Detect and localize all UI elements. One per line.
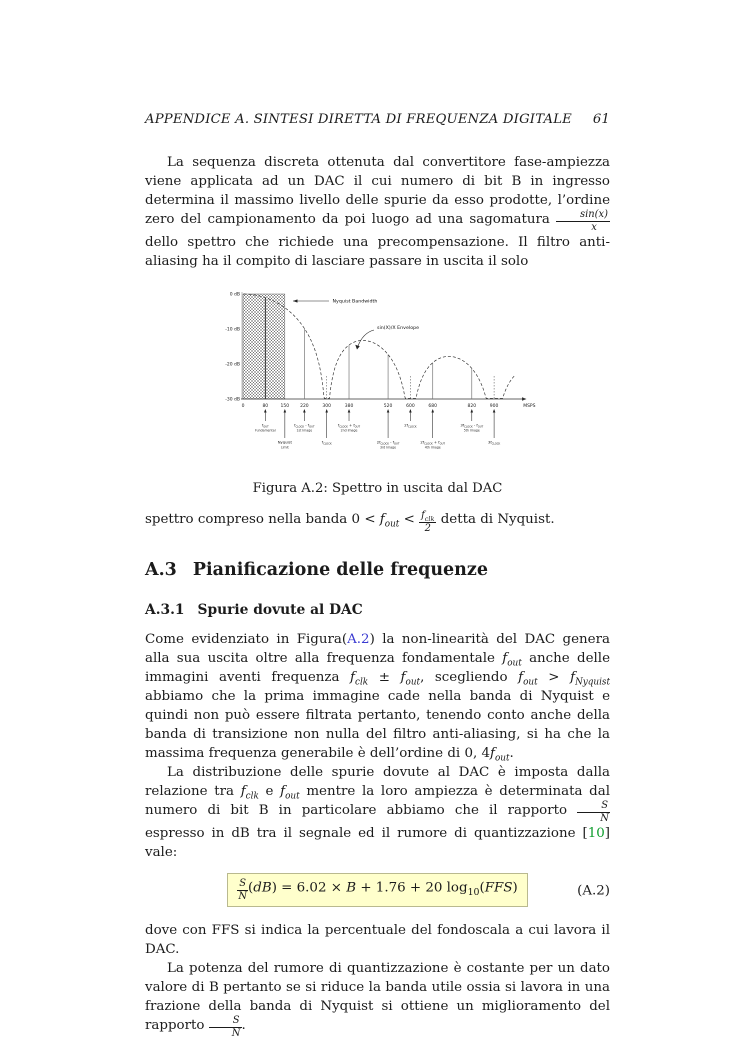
band-annotation-label: Nyquist Bandwidth	[332, 299, 377, 305]
envelope-annotation-arrow	[358, 330, 374, 346]
marker-arrowhead	[470, 409, 473, 413]
section-number: A.3	[145, 559, 177, 580]
marker-sublabel: 5th Image	[463, 428, 480, 433]
marker-sublabel: 3rd Image	[379, 445, 396, 450]
running-header	[145, 112, 610, 127]
marker-sublabel: 2nd Image	[340, 428, 357, 433]
inline-fraction: $\frac{S}{N}$	[238, 877, 247, 902]
marker-label: $f_{CLOCK}$	[321, 440, 332, 446]
x-tick-label: 220	[299, 404, 309, 410]
equation-label: (A.2)	[577, 883, 610, 899]
marker-arrowhead	[431, 409, 434, 413]
paragraph-band: spettro compreso nella banda $0 < f_{out}$ < $\frac{f_{clk}}{2}$ detta di Nyquist.	[145, 509, 555, 534]
subsection-number: A.3.1	[145, 601, 185, 618]
envelope-arrowhead	[355, 345, 360, 350]
x-tick-label: 680	[427, 404, 437, 410]
marker-label: $2f_{CLOCK}$	[403, 423, 417, 429]
x-tick-label: 80	[261, 404, 268, 410]
section-title: Pianificazione delle frequenze	[192, 559, 488, 580]
marker-sublabel: 1st Image	[296, 428, 312, 433]
x-tick-label: 150	[280, 404, 289, 410]
band-arrowhead	[293, 300, 298, 303]
y-tick-label: -20 dB	[224, 362, 240, 368]
x-tick-label: 820	[466, 404, 476, 410]
marker-label: $2f_{CLOCK} - f_{OUT}$	[376, 440, 399, 446]
text-column	[145, 112, 610, 1039]
marker-label: $f_{CLOCK} - f_{OUT}$	[293, 423, 315, 429]
page-number: 61	[592, 112, 610, 127]
subsection-title: Spurie dovute al DAC	[197, 601, 363, 618]
paragraph-spurie-1: Come evidenziato in Figura(A.2) la non-linearità del DAC genera alla sua uscita oltre alla frequenza fondamentale $f_{out}$ anche delle immagini aventi frequenza $f_{clk} \pm f_{out}$, scegliendo $f_{out} > f_{Nyquist}$ abbiamo che la prima immagine cade nella banda di Nyquist e quindi non può essere filtrata pertanto, tenendo conto anche della banda di transizione non nulla del filtro anti-aliasing, si ha che la massima frequenza generabile è dell’ordine di 0, $4f_{out}$.	[145, 631, 611, 764]
marker-sublabel: 4th Image	[424, 445, 441, 450]
x-unit-label: MSPS	[522, 404, 535, 410]
inline-fraction: $\frac{f_{clk}}{2}$	[421, 509, 435, 534]
inline-fraction: $\frac{\sin(x)}{x}$	[556, 210, 610, 233]
x-tick-label: 380	[344, 404, 353, 410]
nyquist-band	[243, 294, 285, 399]
marker-label: $2f_{CLOCK} + f_{OUT}$	[419, 440, 445, 446]
marker-label: $3f_{CLOCK} - f_{OUT}$	[459, 423, 483, 429]
paragraph-final: La potenza del rumore di quantizzazione è costante per un dato valore di B pertanto se si riduce la banda utile ossia si lavora in una frazione della banda di Nyquist si ottiene un miglioramento del rapporto $\frac{S}{N}$ .	[145, 960, 610, 1040]
marker-label: $f_{CLOCK} + f_{OUT}$	[337, 423, 360, 429]
marker-label: $3f_{CLOCK}$	[487, 440, 500, 446]
y-tick-label: -10 dB	[224, 327, 240, 333]
paragraph-spurie-2: La distribuzione delle spurie dovute al DAC è imposta dalla relazione tra $f_{clk}$ e $f_{out}$ mentre la loro ampiezza è determinata dal numero di bit B in particolare abbiamo che il rapporto $\frac{S}{N}$ espresso in dB tra il segnale ed il rumore di quantizzazione [10] vale:	[145, 764, 610, 860]
marker-label: Nyquist	[277, 440, 292, 445]
inline-fraction: $\frac{S}{N}$	[209, 1016, 242, 1039]
x-tick-label: 900	[489, 404, 498, 410]
marker-label: $f_{OUT}$	[261, 423, 269, 429]
subsection-heading	[145, 602, 610, 618]
x-tick-label: 520	[383, 404, 392, 410]
header-title: APPENDICE A. SINTESI DIRETTA DI FREQUENZA DIGITALE	[145, 112, 573, 127]
marker-arrowhead	[325, 409, 328, 413]
marker-arrowhead	[386, 409, 389, 413]
paragraph-intro: La sequenza discreta ottenuta dal convertitore fase-ampiezza viene applicata ad un DAC il cui numero di bit B in ingresso determina il massimo livello delle spurie da esso prodotte, l’ordine zero del campionamento da poi luogo ad una sagomatura $\frac{\sin(x)}{x}$ dello spettro che richiede una precompensazione. Il filtro anti-aliasing ha il compito di lasciare passare in uscita il solo	[145, 155, 610, 270]
citation-link[interactable]: [10]	[582, 825, 610, 841]
y-tick-label: -30 dB	[224, 397, 240, 403]
paragraph-ffs: dove con FFS si indica la percentuale del fondoscala a cui lavora il DAC.	[145, 922, 610, 957]
equation-box: $\frac{S}{N}$ (dB) = 6.02 × B + 1.76 + 20 $\log_{10}(FFS)$	[227, 873, 527, 907]
marker-arrowhead	[264, 409, 267, 413]
x-tick-label: 600	[405, 404, 415, 410]
marker-arrowhead	[283, 409, 286, 413]
marker-arrowhead	[492, 409, 495, 413]
x-tick-label: 0	[241, 404, 244, 410]
x-axis-arrow	[522, 397, 527, 401]
equation-a2	[145, 873, 610, 909]
figure-ref-link[interactable]: A.2	[347, 631, 370, 647]
inline-fraction: $\frac{S}{N}$	[577, 801, 610, 824]
marker-sublabel: Fundamental	[254, 428, 276, 433]
x-tick-label: 300	[321, 404, 331, 410]
marker-arrowhead	[409, 409, 412, 413]
marker-arrowhead	[303, 409, 306, 413]
marker-arrowhead	[347, 409, 350, 413]
y-tick-label: 0 dB	[229, 292, 240, 298]
spectrum-figure-svg	[213, 279, 543, 455]
section-heading	[145, 560, 610, 580]
figure-a2	[145, 279, 610, 459]
marker-sublabel: Limit	[280, 445, 289, 450]
envelope-annotation-label: sin(X)/X Envelope	[376, 326, 419, 332]
figure-caption: Figura A.2: Spettro in uscita dal DAC	[252, 481, 503, 497]
